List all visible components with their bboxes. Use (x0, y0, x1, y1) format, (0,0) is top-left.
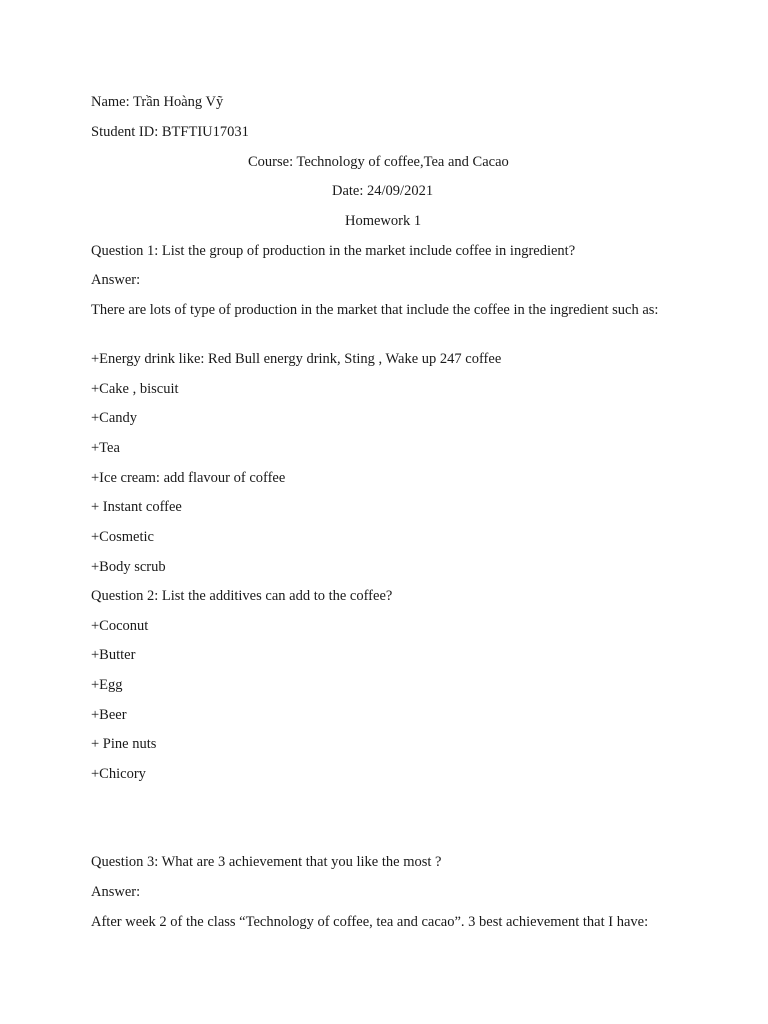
list-item: +Energy drink like: Red Bull energy drink, Sting , Wake up 247 coffee (91, 351, 502, 367)
list-item: +Egg (91, 677, 123, 693)
question-1: Question 1: List the group of production in the market include coffee in ingredient? (91, 243, 576, 259)
homework-title: Homework 1 (345, 213, 422, 229)
list-item: +Cake , biscuit (91, 381, 179, 397)
date: Date: 24/09/2021 (332, 183, 434, 199)
answer-3-intro: After week 2 of the class “Technology of coffee, tea and cacao”. 3 best achievement that I have: (91, 914, 649, 930)
course-title: Course: Technology of coffee,Tea and Cacao (248, 154, 509, 170)
list-item: +Coconut (91, 618, 149, 634)
list-item: + Pine nuts (91, 736, 157, 752)
list-item: +Butter (91, 647, 136, 663)
list-item: + Instant coffee (91, 499, 182, 515)
answer-1-intro: There are lots of type of production in the market that include the coffee in the ingredient such as: (91, 302, 659, 318)
list-item: +Ice cream: add flavour of coffee (91, 470, 286, 486)
list-item: +Tea (91, 440, 120, 456)
list-item: +Beer (91, 707, 127, 723)
student-id: Student ID: BTFTIU17031 (91, 124, 249, 140)
list-item: +Candy (91, 410, 138, 426)
question-3: Question 3: What are 3 achievement that you like the most ? (91, 854, 442, 870)
list-item: +Cosmetic (91, 529, 154, 545)
student-name: Name: Trần Hoàng Vỹ (91, 94, 224, 110)
list-item: +Chicory (91, 766, 146, 782)
list-item: +Body scrub (91, 559, 166, 575)
answer-label-1: Answer: (91, 272, 141, 288)
answer-label-3: Answer: (91, 884, 141, 900)
question-2: Question 2: List the additives can add to the coffee? (91, 588, 393, 604)
